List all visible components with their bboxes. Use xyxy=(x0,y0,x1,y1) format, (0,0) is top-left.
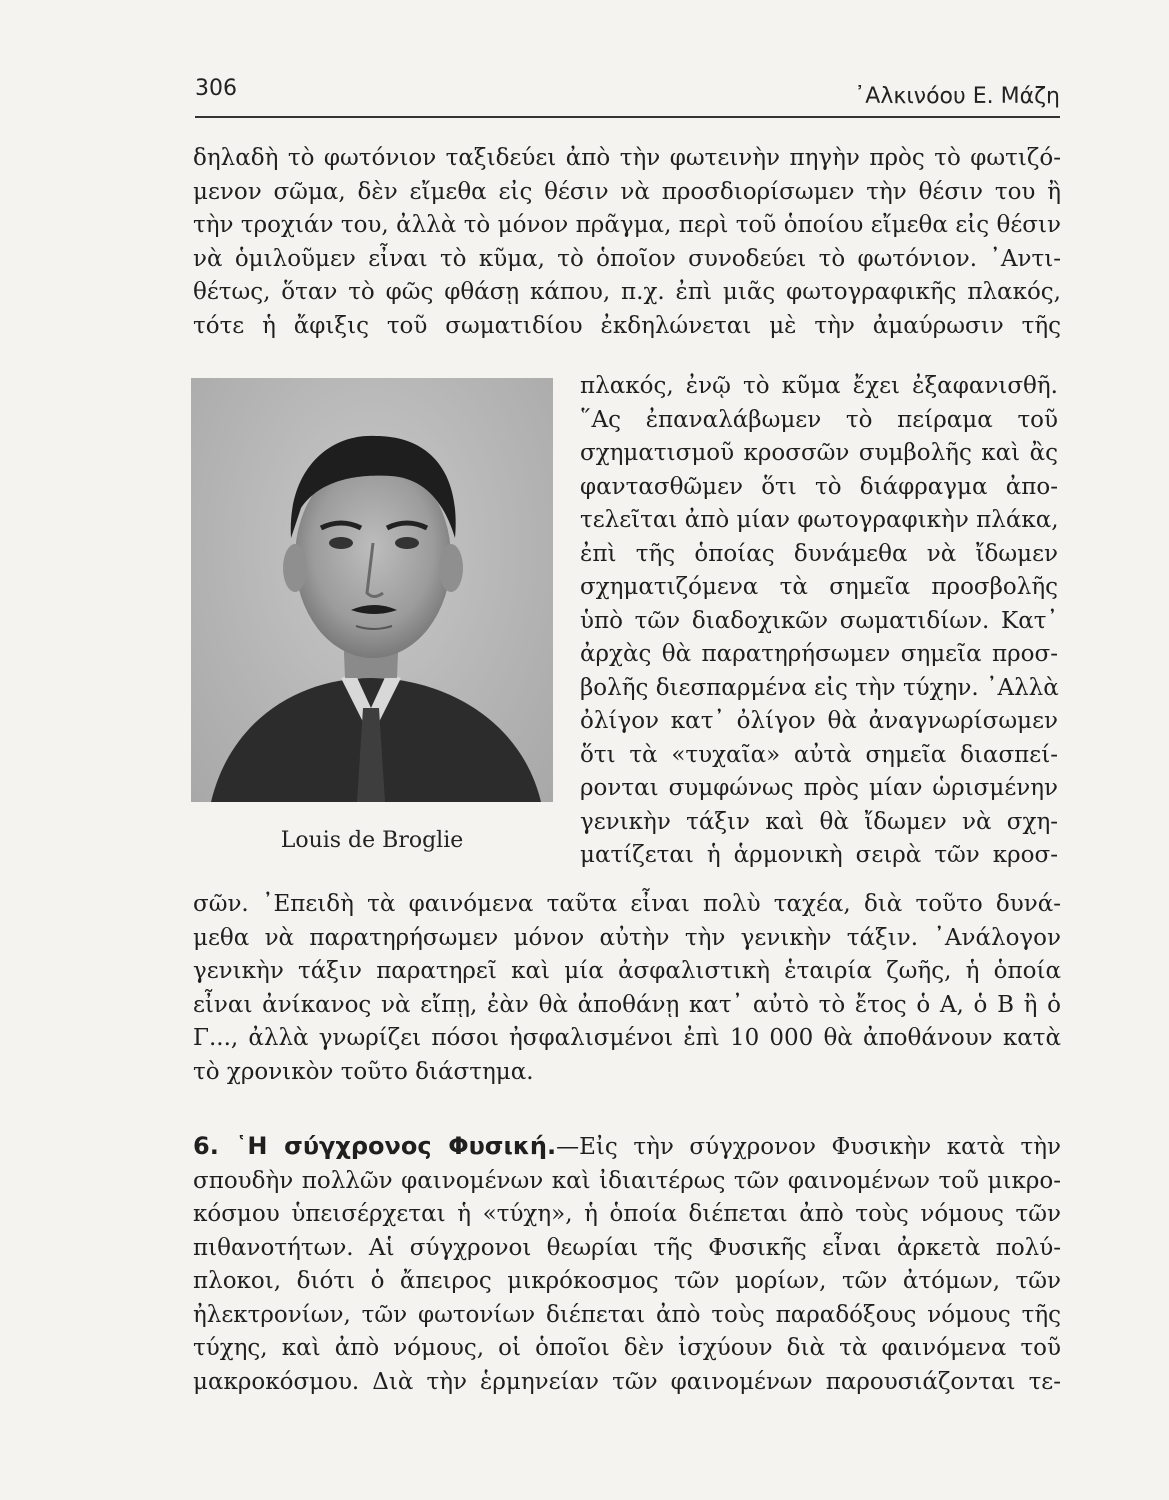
text-line: τότε ἡ ἄφιξις τοῦ σωματιδίου ἐκδηλώνεται μὲ τὴν ἀμαύρωσιν τῆς xyxy=(193,312,1061,339)
text-line: τὴν τροχιάν του, ἀλλὰ τὸ μόνον πρᾶγμα, περὶ τοῦ ὁποίου εἴμεθα εἰς θέσιν xyxy=(193,212,1061,238)
text-line: γενικὴν τάξιν παρατηρεῖ καὶ μία ἀσφαλιστικὴ ἑταιρία ζωῆς, ἡ ὁποία xyxy=(193,958,1061,984)
text-line: δηλαδὴ τὸ φωτόνιον ταξιδεύει ἀπὸ τὴν φωτεινὴν πηγὴν πρὸς τὸ φωτιζό- xyxy=(193,145,1061,171)
text-line: μενον σῶμα, δὲν εἴμεθα εἰς θέσιν νὰ προσδιορίσωμεν τὴν θέσιν του ἢ xyxy=(193,178,1061,205)
paragraph-1 xyxy=(193,142,1061,343)
text-line: ἀρχὰς θὰ παρατηρήσωμεν σημεῖα προσ- xyxy=(580,641,1058,667)
running-head: ᾿Αλκινόου Ε. Μάζη xyxy=(854,84,1060,109)
text-line: ῞Ας ἐπαναλάβωμεν τὸ πείραμα τοῦ xyxy=(580,406,1058,433)
text-line: ὅτι τὰ «τυχαῖα» αὐτὰ σημεῖα διασπεί- xyxy=(580,741,1058,768)
text-run: —Εἰς τὴν σύγχρονον Φυσικὴν κατὰ τὴν xyxy=(556,1134,1061,1160)
text-line: μεθα νὰ παρατηρήσωμεν μόνον αὐτὴν τὴν γενικὴν τάξιν. ᾿Ανάλογον xyxy=(193,924,1061,951)
text-line: βολῆς διεσπαρμένα εἰς τὴν τύχην. ᾿Αλλὰ xyxy=(580,674,1059,701)
text-line: μακροκόσμου. Διὰ τὴν ἑρμηνείαν τῶν φαινομένων παρουσιάζονται τε- xyxy=(193,1368,1061,1395)
text-line-with-heading xyxy=(193,1130,1061,1165)
text-line: σχηματιζόμενα τὰ σημεῖα προσβολῆς xyxy=(580,574,1058,600)
text-line: εἶναι ἀνίκανος νὰ εἴπῃ, ἐὰν θὰ ἀποθάνῃ κατ᾿ αὐτὸ τὸ ἔτος ὁ Α, ὁ Β ἢ ὁ xyxy=(193,991,1061,1018)
section-heading: 6. ῾Η σύγχρονος Φυσική. xyxy=(193,1132,557,1160)
text-line: γενικὴν τάξιν καὶ θὰ ἴδωμεν νὰ σχη- xyxy=(580,808,1058,835)
text-line: κόσμου ὑπεισέρχεται ἡ «τύχη», ἡ ὁποία διέπεται ἀπὸ τοὺς νόμους τῶν xyxy=(193,1201,1061,1227)
portrait-photo xyxy=(191,378,553,802)
paragraph-4 xyxy=(193,1130,1061,1399)
text-line: ὑπὸ τῶν διαδοχικῶν σωματιδίων. Κατ᾿ xyxy=(580,607,1058,634)
text-line: τύχης, καὶ ἀπὸ νόμους, οἱ ὁποῖοι δὲν ἰσχύουν διὰ τὰ φαινόμενα τοῦ xyxy=(193,1335,1061,1361)
text-line: νὰ ὁμιλοῦμεν εἶναι τὸ κῦμα, τὸ ὁποῖον συνοδεύει τὸ φωτόνιον. ᾿Αντι- xyxy=(193,245,1061,272)
text-line: σχηματισμοῦ κροσσῶν συμβολῆς καὶ ἂς xyxy=(580,440,1058,466)
paragraph-2 xyxy=(580,370,1058,873)
text-line: πλακός, ἐνῷ τὸ κῦμα ἔχει ἐξαφανισθῆ. xyxy=(580,373,1058,399)
text-line: ματίζεται ἡ ἁρμονικὴ σειρὰ τῶν κροσ- xyxy=(580,842,1058,868)
text-line: πλοκοι, διότι ὁ ἄπειρος μικρόκοσμος τῶν μορίων, τῶν ἀτόμων, τῶν xyxy=(193,1268,1061,1294)
text-line: σῶν. ᾿Επειδὴ τὰ φαινόμενα ταῦτα εἶναι πολὺ ταχέα, διὰ τοῦτο δυνά- xyxy=(193,891,1061,917)
text-line: ρονται συμφώνως πρὸς μίαν ὡρισμένην xyxy=(580,775,1058,801)
text-line: τὸ χρονικὸν τοῦτο διάστημα. xyxy=(193,1058,534,1085)
text-line: Γ..., ἀλλὰ γνωρίζει πόσοι ἠσφαλισμένοι ἐπὶ 10 000 θὰ ἀποθάνουν κατὰ xyxy=(193,1025,1061,1051)
text-line: ὀλίγον κατ᾿ ὀλίγον θὰ ἀναγνωρίσωμεν xyxy=(580,708,1058,734)
photo-caption: Louis de Broglie xyxy=(280,828,464,853)
page-header xyxy=(195,70,1060,120)
text-line: θέτως, ὅταν τὸ φῶς φθάσῃ κάπου, π.χ. ἐπὶ μιᾶς φωτογραφικῆς πλακός, xyxy=(193,279,1061,305)
header-rule xyxy=(195,116,1060,118)
portrait-image xyxy=(191,378,553,802)
text-line: ἐπὶ τῆς ὁποίας δυνάμεθα νὰ ἴδωμεν xyxy=(580,540,1058,567)
text-line: φαντασθῶμεν ὅτι τὸ διάφραγμα ἀπο- xyxy=(580,473,1058,500)
paragraph-3 xyxy=(193,888,1061,1089)
text-line: ἠλεκτρονίων, τῶν φωτονίων διέπεται ἀπὸ τοὺς παραδόξους νόμους τῆς xyxy=(193,1301,1061,1328)
text-line: τελεῖται ἀπὸ μίαν φωτογραφικὴν πλάκα, xyxy=(580,507,1059,533)
text-line: πιθανοτήτων. Αἱ σύγχρονοι θεωρίαι τῆς Φυσικῆς εἶναι ἀρκετὰ πολύ- xyxy=(193,1234,1061,1261)
page-number: 306 xyxy=(195,76,237,101)
text-line: σπουδὴν πολλῶν φαινομένων καὶ ἰδιαιτέρως τῶν φαινομένων τοῦ μικρο- xyxy=(193,1167,1061,1194)
